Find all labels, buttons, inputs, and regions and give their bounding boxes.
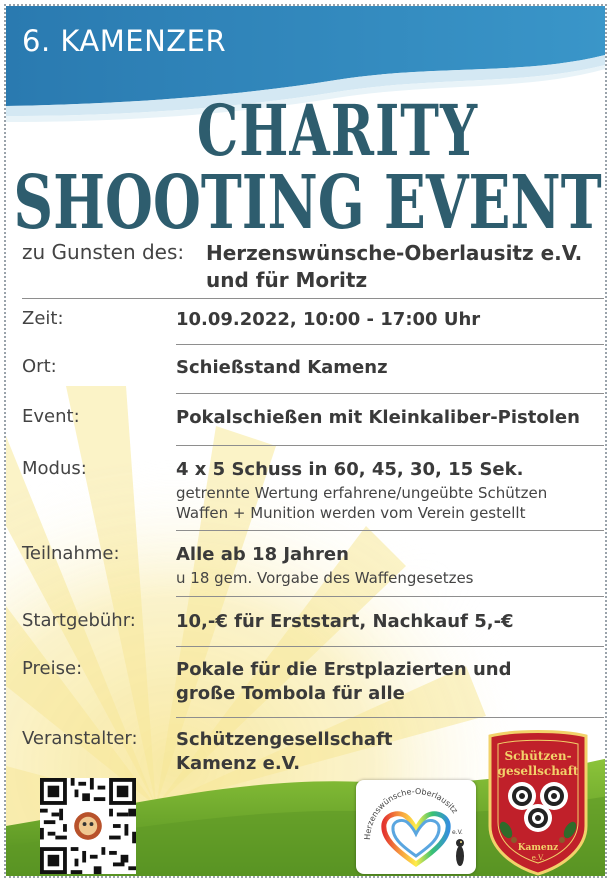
detail-note: getrennte Wertung erfahrene/ungeübte Schützen [176,484,548,502]
detail-label: Zeit: [22,308,64,329]
divider [176,344,604,345]
divider [176,646,604,647]
divider [176,445,604,446]
detail-value: Schießstand Kamenz [176,357,388,378]
detail-value-line-1: Pokale für die Erstplazierten und [176,659,512,680]
beneficiary-line-1: Herzenswünsche-Oberlausitz e.V. [206,241,583,265]
detail-label: Modus: [22,458,87,479]
logo-ev: e.V. [452,829,463,836]
divider [176,596,604,597]
herzenswuensche-logo [356,780,476,874]
qr-code[interactable] [40,778,136,874]
title-line-1: CHARITY [196,90,479,173]
detail-label: Teilnahme: [22,543,120,564]
detail-value: 10.09.2022, 10:00 - 17:00 Uhr [176,309,481,330]
header-subtitle: 6. KAMENZER [22,24,227,58]
detail-value-line-2: große Tombola für alle [176,683,405,704]
divider [22,298,604,299]
detail-label: Startgebühr: [22,610,136,631]
divider [176,530,604,531]
detail-label: Event: [22,406,80,427]
detail-label: Veranstalter: [22,728,138,749]
detail-value: Pokalschießen mit Kleinkaliber-Pistolen [176,407,580,428]
logo-arc-text: Herzenswünsche-Oberlausitz [362,786,460,841]
detail-label: Preise: [22,658,83,679]
shield-text-1: Schützen- [504,749,572,763]
detail-value-line-2: Kamenz e.V. [176,753,301,774]
detail-label: Ort: [22,356,57,377]
shield-text-4: e.V. [531,854,545,862]
beneficiary-name [206,240,582,294]
meerkat-icon [456,839,464,866]
divider [176,717,604,718]
divider [176,393,604,394]
title-line-2: SHOOTING EVENT [13,158,602,246]
beneficiary-line-2: und für Moritz [206,268,368,292]
detail-value [176,728,393,776]
detail-value [176,658,511,706]
detail-value: 4 x 5 Schuss in 60, 45, 30, 15 Sek. [176,459,524,480]
detail-note: u 18 gem. Vorgabe des Waffengesetzes [176,569,474,587]
detail-value: 10,-€ für Erststart, Nachkauf 5,-€ [176,611,514,632]
detail-value: Alle ab 18 Jahren [176,544,349,565]
detail-value-line-1: Schützengesellschaft [176,729,393,750]
club-shield-logo [484,730,592,876]
detail-note: Waffen + Munition werden vom Verein gestellt [176,504,526,522]
shield-text-3: Kamenz [517,843,559,853]
shield-text-2: gesellschaft [497,764,579,778]
poster [4,4,607,878]
beneficiary-label: zu Gunsten des: [22,240,185,264]
